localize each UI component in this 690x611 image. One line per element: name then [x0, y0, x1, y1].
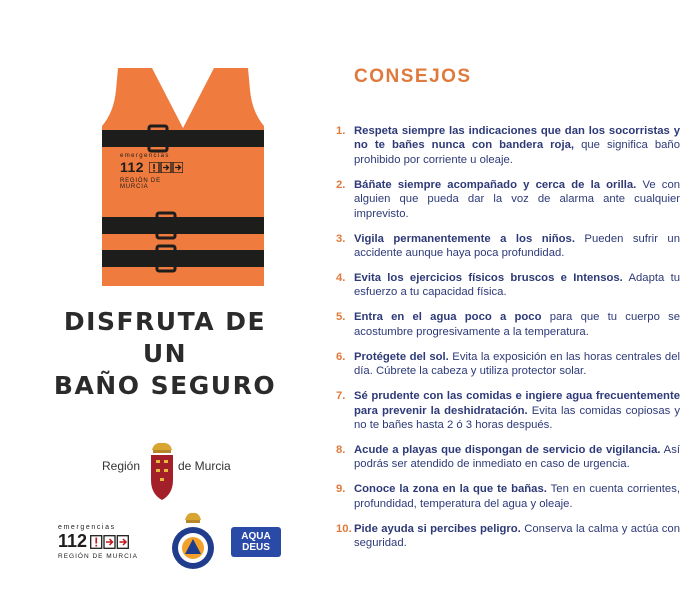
tip-item [336, 482, 680, 511]
tip-item [336, 232, 680, 261]
tip-number: 2. [336, 178, 346, 191]
tip-bold: Protégete del sol. [354, 350, 449, 363]
vest-brand-small: emergencias [120, 153, 170, 159]
tip-number: 10. [336, 522, 352, 535]
region-logo-left-text: Región [102, 459, 141, 473]
tip-bold: Conoce la zona en la que te bañas. [354, 483, 547, 496]
tip-bold: Entra en el agua poco a poco [354, 311, 542, 324]
left-panel [0, 0, 320, 611]
tip-text: Evita la exposición en las horas centrales del día. Cúbrete la cabeza y utiliza protector solar. [354, 350, 681, 378]
tips-list [336, 124, 680, 561]
tip-item [336, 389, 680, 432]
tip-item [336, 443, 680, 472]
tip-item [336, 522, 680, 551]
tip-item [336, 178, 680, 221]
region-logo-right-text: de Murcia [178, 459, 231, 473]
tip-number: 5. [336, 311, 346, 324]
tip-bold: Pide ayuda si percibes peligro. [354, 522, 521, 535]
tip-text: Así podrás ser atendido de inmediato en caso de urgencia. [354, 444, 680, 471]
tip-item [336, 124, 680, 167]
tip-bold: Evita los ejercicios físicos bruscos e Intensos. [354, 272, 623, 285]
slogan [40, 306, 290, 402]
tip-number: 8. [336, 444, 346, 457]
tip-text: Adapta tu esfuerzo a tu capacidad física. [354, 272, 680, 299]
aqua-text-line-2: DEUS [242, 542, 270, 553]
tip-text: para que tu cuerpo se acostumbre progresivamente a la temperatura. [354, 311, 681, 338]
tip-text: Ve con alguien que pueda dar la voz de alarma ante cualquier imprevisto. [354, 178, 681, 220]
aqua-text-line-1: AQUA [241, 531, 271, 542]
vest-112-logo [120, 153, 190, 203]
tip-text: que significa baño prohibido por corriente u oleaje. [354, 139, 680, 166]
alert-arrow-icon [90, 535, 130, 549]
e112-small-text: emergencias [58, 524, 116, 531]
tip-text: Evita las comidas copiosas y no te bañes hasta 2 ó 3 horas después. [354, 404, 680, 432]
slogan-line-1: DISFRUTA DE UN [63, 307, 267, 368]
tips-panel [336, 0, 680, 611]
tip-number: 1. [336, 125, 346, 137]
tip-bold: Respeta siempre las indicaciones que dan los socorristas y no te bañes nunca con bandera roja, [354, 125, 680, 152]
coat-of-arms-icon [146, 440, 178, 502]
tip-item [336, 310, 680, 339]
tip-bold: Báñate siempre acompañado y cerca de la orilla. [354, 178, 637, 191]
tip-text: Conserva la calma y actúa con seguridad. [354, 522, 681, 550]
vest-brand-number: 112 [120, 159, 145, 175]
vest-brand-region: REGIÓN DE MURCIA [120, 178, 161, 190]
tip-item [336, 271, 680, 300]
tip-number: 3. [336, 232, 346, 245]
e112-number: 112 [58, 531, 88, 551]
tip-number: 6. [336, 350, 346, 363]
e112-region-text: REGIÓN DE MURCIA [58, 553, 138, 560]
tip-number: 9. [336, 483, 346, 496]
tip-bold: Vigila permanentemente a los niños. [354, 232, 575, 245]
proteccion-civil-badge-icon [170, 510, 216, 572]
tip-bold: Sé prudente con las comidas e ingiere agua frecuentemente para prevenir la deshidratación. [354, 390, 680, 417]
tip-bold: Acude a playas que dispongan de servicio de vigilancia. [354, 444, 661, 457]
tip-text: Ten en cuenta corrientes, profundidad, temperatura del agua y oleaje. [354, 483, 680, 510]
region-de-murcia-logo [102, 440, 242, 502]
tip-item [336, 350, 680, 379]
slogan-line-2: BAÑO SEGURO [53, 371, 277, 400]
emergencias-112-logo [58, 524, 148, 564]
tip-text: Pueden sufrir un accidente aunque haya poca profundidad. [354, 232, 680, 260]
tip-number: 7. [336, 390, 346, 403]
aqua-deus-logo [231, 527, 281, 557]
tips-title: CONSEJOS [354, 66, 472, 87]
tip-number: 4. [336, 272, 346, 285]
alert-arrow-icon [149, 162, 183, 173]
